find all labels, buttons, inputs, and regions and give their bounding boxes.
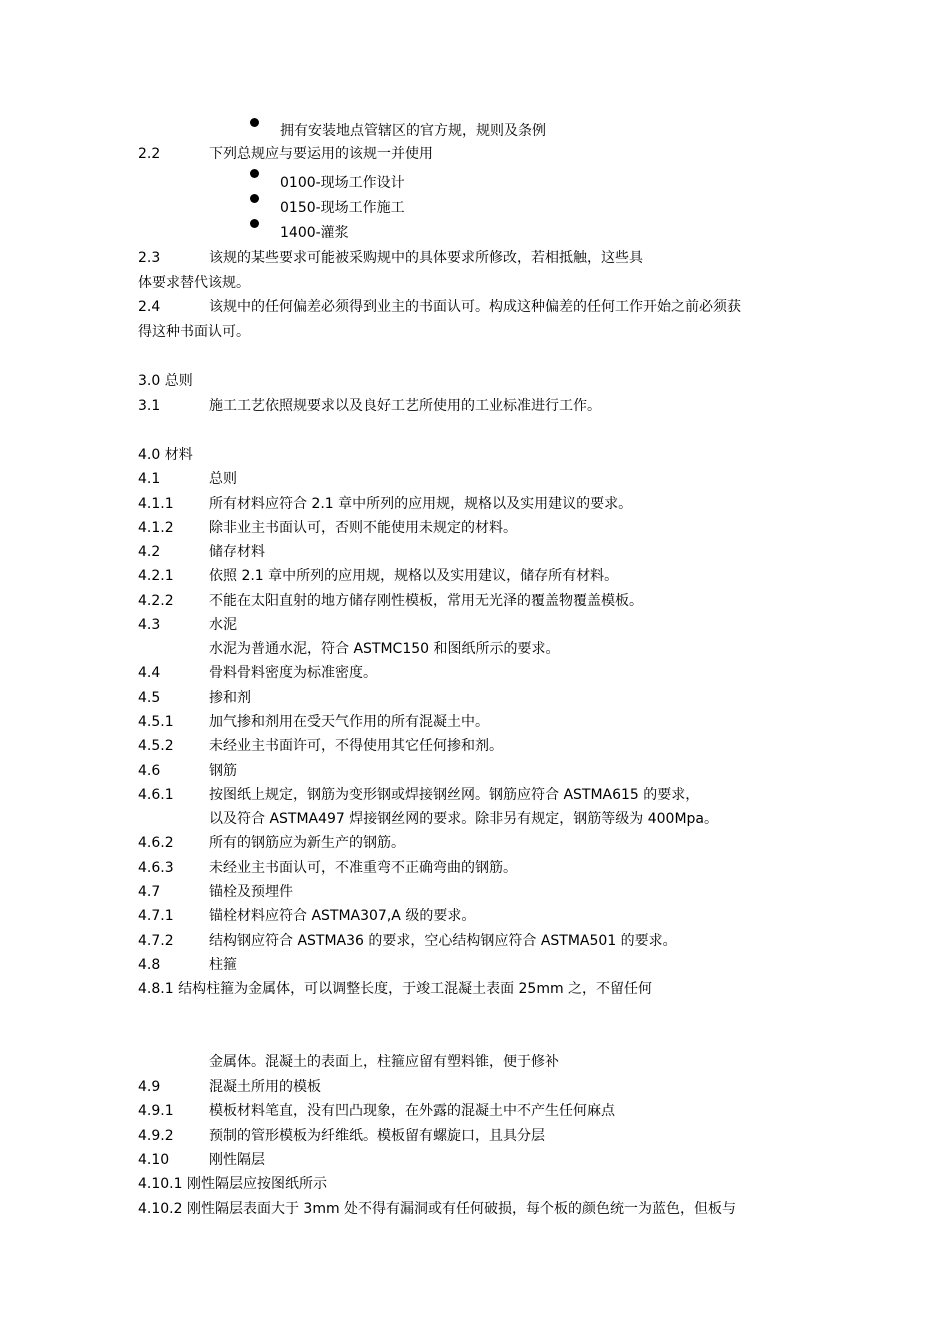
section-text: 骨料骨料密度为标准密度。 (209, 665, 377, 681)
section-number: 4.3 (138, 617, 161, 633)
section-text: 除非业主书面认可，否则不能使用未规定的材料。 (209, 520, 517, 536)
section-text: 4.10.2 刚性隔层表面大于 3mm 处不得有漏洞或有任何破损，每个板的颜色统一为蓝色，但板与 (138, 1201, 737, 1217)
bullet-text: 拥有安装地点管辖区的官方规，规则及条例 (280, 123, 546, 139)
section-heading: 3.0 总则 (138, 373, 193, 389)
section-text-continued: 以及符合 ASTMA497 焊接钢丝网的要求。除非另有规定，钢筋等级为 400Mpa。 (209, 811, 719, 827)
section-heading: 4.0 材料 (138, 447, 193, 463)
section-number: 4.8 (138, 957, 161, 973)
section-number: 2.4 (138, 299, 161, 315)
bullet-text: 1400-灌浆 (280, 225, 349, 241)
section-number: 4.2.1 (138, 568, 174, 584)
section-number: 2.2 (138, 146, 161, 162)
section-text: 掺和剂 (209, 690, 251, 706)
section-text: 柱箍 (209, 957, 237, 973)
bullet-text: 0150-现场工作施工 (280, 200, 405, 216)
section-text: 储存材料 (209, 544, 265, 560)
section-number: 4.1 (138, 471, 161, 487)
section-number: 4.9 (138, 1079, 161, 1095)
section-text: 钢筋 (209, 763, 237, 779)
section-text: 依照 2.1 章中所列的应用规，规格以及实用建议，储存所有材料。 (209, 568, 619, 584)
section-number: 4.7.2 (138, 933, 174, 949)
section-number: 4.2 (138, 544, 161, 560)
section-text: 下列总规应与要运用的该规一并使用 (209, 146, 433, 162)
section-text: 未经业主书面认可，不准重弯不正确弯曲的钢筋。 (209, 860, 517, 876)
section-number: 4.4 (138, 665, 161, 681)
section-text: 施工工艺依照规要求以及良好工艺所使用的工业标准进行工作。 (209, 398, 601, 414)
section-number: 4.5.2 (138, 738, 174, 754)
bullet-icon (250, 194, 259, 203)
section-number: 4.6.2 (138, 835, 174, 851)
section-number: 4.1.2 (138, 520, 174, 536)
section-number: 4.6.3 (138, 860, 174, 876)
section-number: 4.2.2 (138, 593, 174, 609)
section-text: 不能在太阳直射的地方储存刚性模板，常用无光泽的覆盖物覆盖模板。 (209, 593, 643, 609)
section-text: 所有的钢筋应为新生产的钢筋。 (209, 835, 405, 851)
section-text: 4.10.1 刚性隔层应按图纸所示 (138, 1176, 327, 1192)
section-number: 4.7.1 (138, 908, 174, 924)
section-text: 结构钢应符合 ASTMA36 的要求，空心结构钢应符合 ASTMA501 的要求。 (209, 933, 677, 949)
section-text-continued: 体要求替代该规。 (138, 275, 250, 291)
section-number: 4.6.1 (138, 787, 174, 803)
section-text: 混凝土所用的模板 (209, 1079, 321, 1095)
bullet-icon (250, 118, 259, 127)
section-text: 预制的管形模板为纤维纸。模板留有螺旋口，且具分层 (209, 1128, 545, 1144)
section-text: 锚栓及预埋件 (209, 884, 293, 900)
section-text: 所有材料应符合 2.1 章中所列的应用规，规格以及实用建议的要求。 (209, 496, 633, 512)
section-text: 未经业主书面许可，不得使用其它任何掺和剂。 (209, 738, 503, 754)
section-text-continued: 水泥为普通水泥，符合 ASTMC150 和图纸所示的要求。 (209, 641, 560, 657)
section-text: 4.8.1 结构柱箍为金属体，可以调整长度，于竣工混凝土表面 25mm 之，不留任何 (138, 981, 653, 997)
section-text: 水泥 (209, 617, 237, 633)
section-text: 总则 (209, 471, 237, 487)
section-number: 4.7 (138, 884, 161, 900)
section-text: 模板材料笔直，没有凹凸现象，在外露的混凝土中不产生任何麻点 (209, 1103, 615, 1119)
bullet-icon (250, 219, 259, 228)
bullet-icon (250, 169, 259, 178)
section-number: 4.5 (138, 690, 161, 706)
section-number: 2.3 (138, 250, 161, 266)
section-text: 锚栓材料应符合 ASTMA307,A 级的要求。 (209, 908, 476, 924)
section-number: 4.5.1 (138, 714, 174, 730)
section-text: 刚性隔层 (209, 1152, 265, 1168)
section-text: 加气掺和剂用在受天气作用的所有混凝土中。 (209, 714, 489, 730)
bullet-text: 0100-现场工作设计 (280, 175, 405, 191)
section-text: 该规中的任何偏差必须得到业主的书面认可。构成这种偏差的任何工作开始之前必须获 (209, 299, 741, 315)
section-number: 4.9.2 (138, 1128, 174, 1144)
section-text-continued: 得这种书面认可。 (138, 324, 250, 340)
section-number: 4.1.1 (138, 496, 174, 512)
section-number: 3.1 (138, 398, 161, 414)
section-text: 按图纸上规定，钢筋为变形钢或焊接钢丝网。钢筋应符合 ASTMA615 的要求， (209, 787, 700, 803)
section-number: 4.10 (138, 1152, 170, 1168)
section-number: 4.9.1 (138, 1103, 174, 1119)
section-text-continued: 金属体。混凝土的表面上，柱箍应留有塑料锥，便于修补 (209, 1054, 559, 1070)
section-text: 该规的某些要求可能被采购规中的具体要求所修改，若相抵触，这些具 (209, 250, 643, 266)
section-number: 4.6 (138, 763, 161, 779)
